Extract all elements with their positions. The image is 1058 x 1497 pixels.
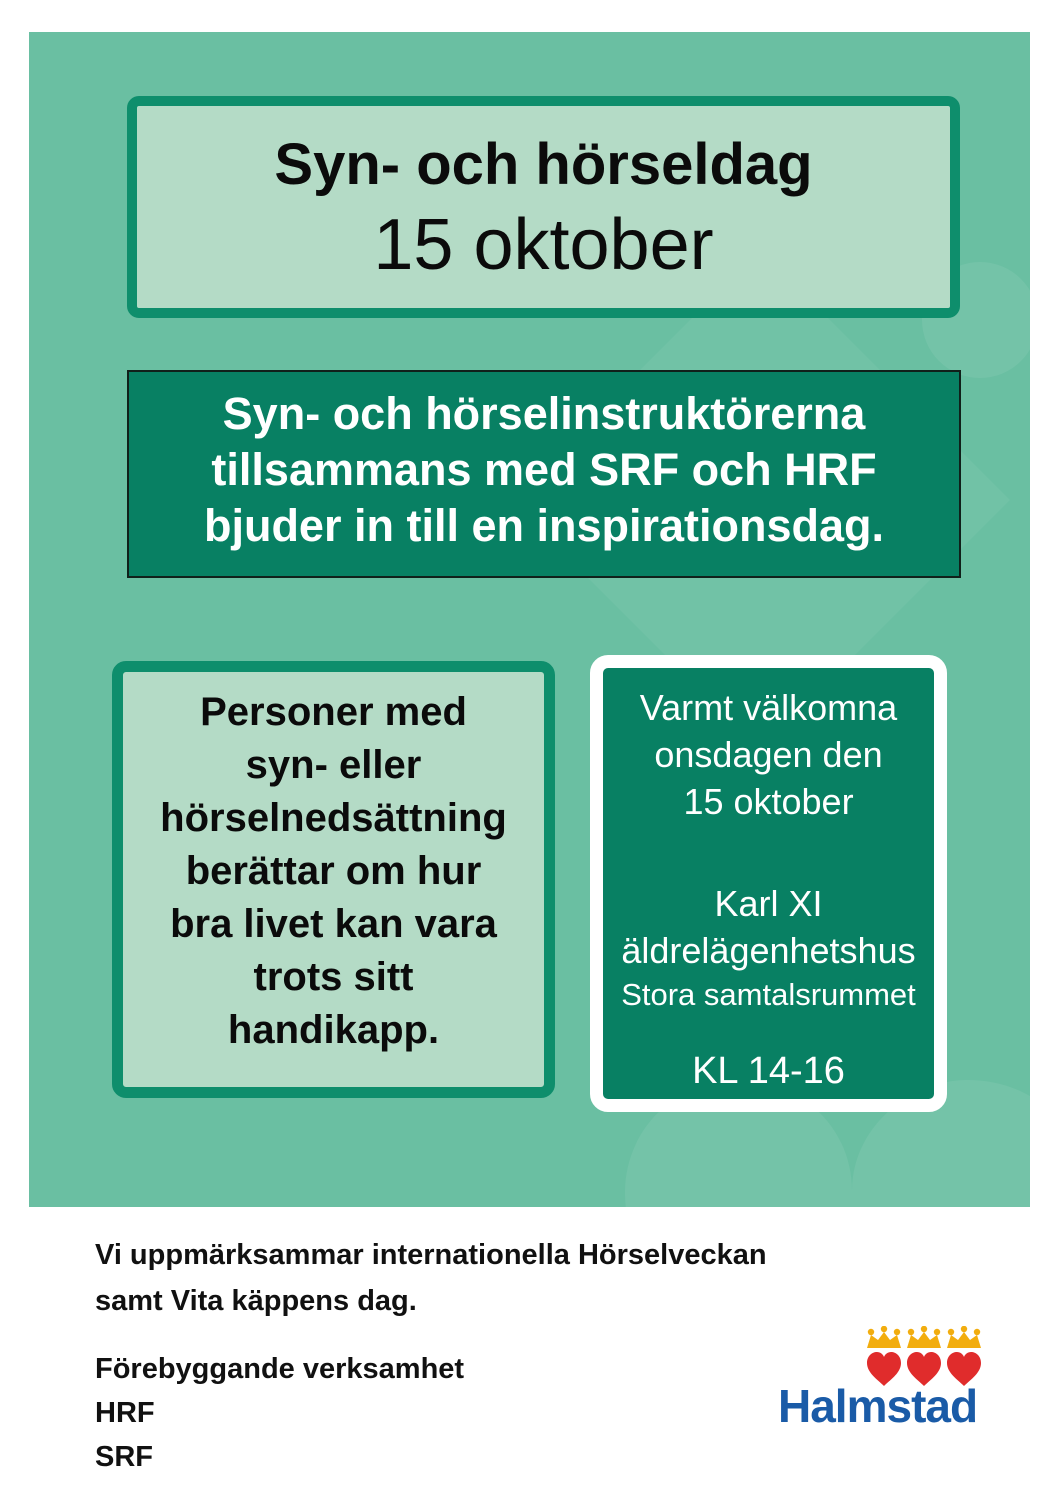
poster-date: 15 oktober bbox=[373, 205, 714, 285]
venue-line: Karl XI bbox=[714, 883, 823, 924]
intro-box bbox=[127, 370, 961, 578]
title-box bbox=[127, 96, 960, 318]
time-line: KL 14-16 bbox=[692, 1050, 845, 1092]
footer-org-line: Förebyggande verksamhet bbox=[95, 1353, 465, 1385]
invitation-line: onsdagen den bbox=[654, 734, 883, 775]
description-line: berättar om hur bbox=[185, 849, 482, 893]
venue-line: äldrelägenhetshus bbox=[621, 930, 916, 971]
description-line: hörselnedsättning bbox=[160, 796, 507, 840]
footer-organizations bbox=[95, 1347, 464, 1479]
footer-note-line: Vi uppmärksammar internationella Hörselveckan bbox=[95, 1239, 767, 1271]
footer-org-line: SRF bbox=[95, 1441, 153, 1473]
logo-wordmark: Halmstad bbox=[778, 1380, 978, 1432]
invitation-line: 15 oktober bbox=[683, 781, 854, 822]
venue-group bbox=[603, 880, 934, 1015]
footer-note bbox=[95, 1232, 767, 1324]
poster-title: Syn- och hörseldag bbox=[274, 132, 813, 197]
invitation-line: Varmt välkomna bbox=[639, 687, 898, 728]
description-line: bra livet kan vara bbox=[170, 902, 497, 946]
description-box bbox=[112, 661, 555, 1098]
description-line: syn- eller bbox=[245, 743, 422, 787]
intro-line: bjuder in till en inspirationsdag. bbox=[203, 500, 885, 551]
crowned-heart-icon bbox=[902, 1326, 946, 1388]
description-line: handikapp. bbox=[227, 1008, 440, 1052]
halmstad-logo bbox=[778, 1326, 1028, 1430]
footer-note-line: samt Vita käppens dag. bbox=[95, 1285, 417, 1317]
intro-line: tillsammans med SRF och HRF bbox=[211, 444, 877, 495]
poster-panel bbox=[29, 32, 1030, 1207]
crowned-heart-icon bbox=[862, 1326, 906, 1388]
intro-line: Syn- och hörselinstruktörerna bbox=[222, 388, 866, 439]
venue-line: Stora samtalsrummet bbox=[621, 977, 916, 1012]
invitation-box bbox=[590, 655, 947, 1112]
crowned-heart-icon bbox=[942, 1326, 986, 1388]
description-line: trots sitt bbox=[253, 955, 414, 999]
footer-org-line: HRF bbox=[95, 1397, 155, 1429]
logo-hearts-row bbox=[862, 1326, 1028, 1388]
description-line: Personer med bbox=[200, 690, 467, 734]
